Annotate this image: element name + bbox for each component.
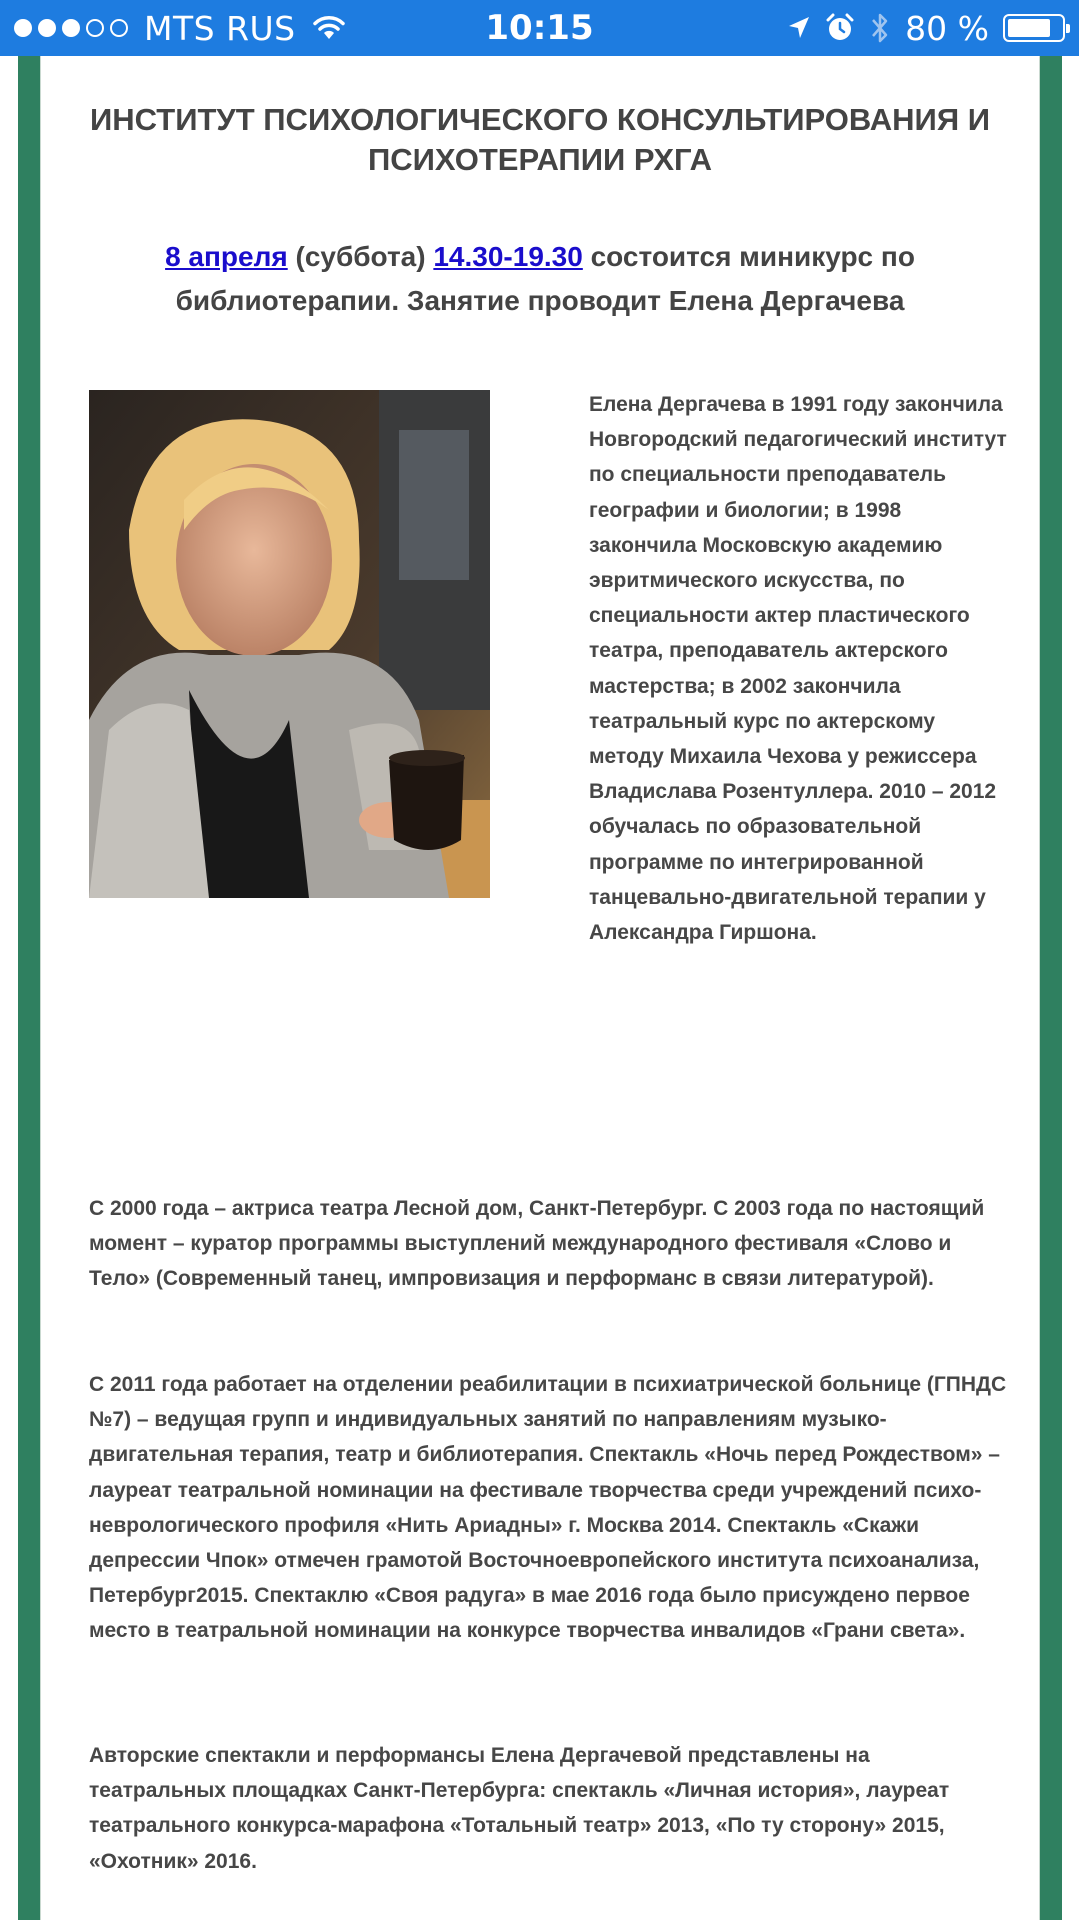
battery-percentage: 80 % xyxy=(905,8,989,48)
alarm-clock-icon xyxy=(825,13,855,43)
status-bar xyxy=(0,0,1079,56)
battery-tip xyxy=(1066,24,1070,33)
location-arrow-icon xyxy=(787,15,811,41)
article-content xyxy=(41,56,1039,1920)
carrier-name: MTS RUS xyxy=(144,8,296,48)
announcement-weekday: (суббота) xyxy=(287,241,434,272)
event-announcement xyxy=(81,235,999,323)
speaker-bio: Елена Дергачева в 1991 году закончила Новгородский педагогический институт по специальности преподаватель географии и биологии; в 1998 закончила Московскую академию эвритмического искусства, по специальности актер пластического театра, преподаватель актерского мастерства; в 2002 закончила театральный курс по актерскому методу Михаила Чехова у режиссера Владислава Розентуллера. 2010 – 2012 обучалась по образовательной программе по интегрированной танцевально-двигательной терапии у Александра Гиршона. xyxy=(589,393,1007,945)
bluetooth-icon xyxy=(869,11,891,45)
paragraph-theatre: С 2000 года – актриса театра Лесной дом, Санкт-Петербург. С 2003 года по настоящий момент – куратор программы выступлений международного фестиваля «Слово и Тело» (Современный танец, импровизация и перформанс в связи литературой). xyxy=(89,1197,985,1291)
status-bar-right xyxy=(787,0,1065,56)
battery-icon xyxy=(1003,14,1065,42)
speaker-photo-image xyxy=(89,390,490,898)
paragraph-performances: Авторские спектакли и перформансы Елена Дергачевой представлены на театральных площадках Санкт-Петербурга: спектакль «Личная история», лауреат театрального конкурса-марафона «Тотальный театр» 2013, «По ту сторону» 2015, «Охотник» 2016. xyxy=(89,1744,950,1873)
speaker-photo xyxy=(89,390,490,898)
time-link[interactable]: 14.30-19.30 xyxy=(433,241,583,272)
date-link[interactable]: 8 апреля xyxy=(165,241,288,272)
paragraph-hospital: С 2011 года работает на отделении реабилитации в психиатрической больнице (ГПНДС №7) – ведущая групп и индивидуальных занятий по направлениям музыко-двигательная терапия, театр и библиотерапия. Спектакль «Ночь перед Рождеством» – лауреат театральной номинации на фестивале творчества среди учреждений психо-неврологического профиля «Нить Ариадны» г. Москва 2014. Спектакль «Скажи депрессии Чпок» отмечен грамотой Восточноевропейского института психоанализа, Петербург2015. Спектаклю «Своя радуга» в мае 2016 года было присуждено первое место в театральной номинации на конкурсе творчества инвалидов «Грани света». xyxy=(89,1373,1007,1643)
page-frame-left xyxy=(18,56,40,1920)
announcement-text: состоится миникурс по библиотерапии. Занятие проводит Елена Дергачева xyxy=(175,241,915,316)
page-title: ИНСТИТУТ ПСИХОЛОГИЧЕСКОГО КОНСУЛЬТИРОВАНИЯ И ПСИХОТЕРАПИИ РХГА xyxy=(90,102,990,177)
status-time: 10:15 xyxy=(485,8,594,48)
page-frame-right xyxy=(1040,56,1062,1920)
battery-fill xyxy=(1008,19,1050,37)
